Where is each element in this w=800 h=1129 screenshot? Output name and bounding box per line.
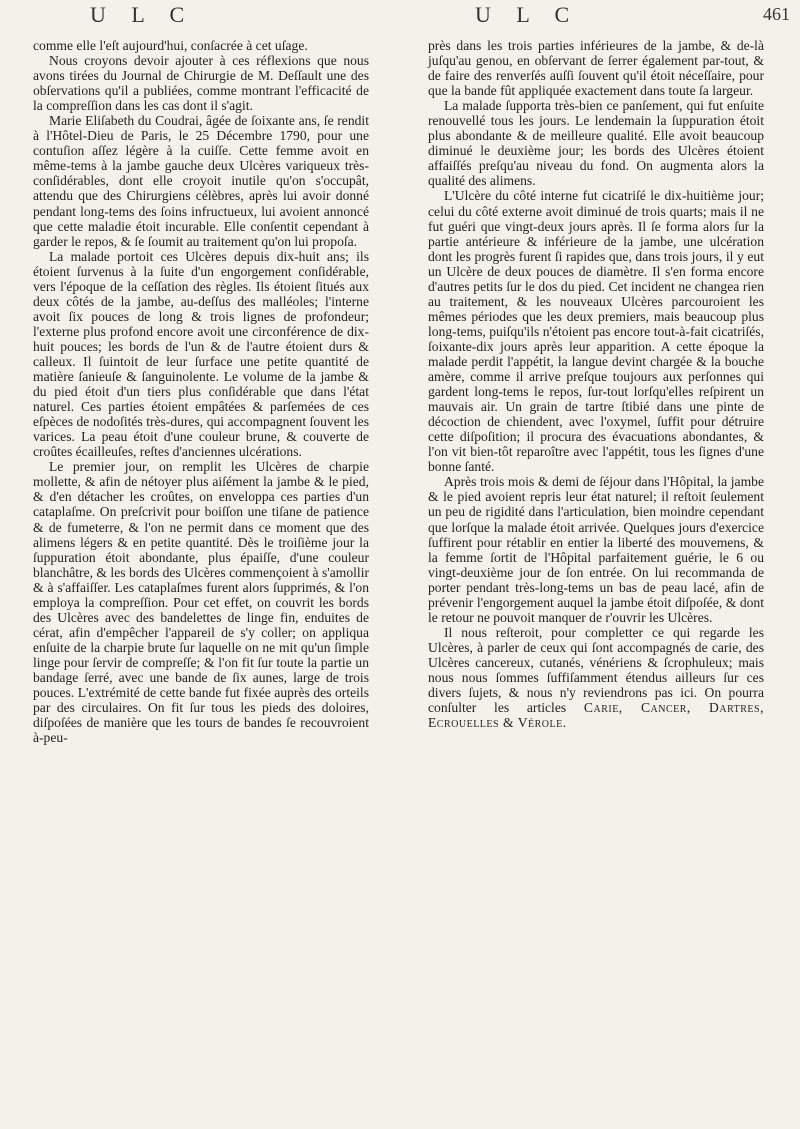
- running-head-right: U L C: [475, 2, 580, 27]
- paragraph: La malade portoit ces Ulcères depuis dix-huit ans; ils étoient ſurvenus à la ſuite d'un engorgement conſidérable, vers l'époque de la ceſſation des règles. Ils étoient ſitués aux deux côtés de la jambe, au-deſſus des malléoles; l'interne avoit ſix pouces de long & trois lignes de profondeur; l'externe plus profond encore avoit une circonférence de dix-huit pouces; les bords de l'un & de l'autre étoient durs & calleux. Il ſuintoit de leur ſurface une petite quantité de matière ſanieuſe & ſanguinolente. Le volume de la jambe & du pied étoit d'un tiers plus conſidérable que dans l'état naturel. Ces parties étoient empâtées & parſemées de ces eſpèces de nodoſités très-dures, qui accompagnent ſouvent les varices. La peau étoit d'une couleur brune, & couverte de croûtes écailleuſes, reſtes d'anciennes ulcérations.: [33, 248, 369, 460]
- paragraph: comme elle l'eſt aujourd'hui, conſacrée à cet uſage.: [33, 38, 308, 53]
- paragraph: Après trois mois & demi de ſéjour dans l'Hôpital, la jambe & le pied avoient repris leur état naturel; il reſtoit ſeulement un peu de rigidité dans l'articulation, bien moindre cependant que lorſque la malade étoit arrivée. Quelques jours d'exercice ſuffirent pour rétablir en entier la liberté des mouvemens, & la femme ſortit de l'Hôpital parfaitement guérie, le 6 ou vingt-deuxième jour de ſon entrée. On lui recommanda de porter pendant très-long-tems un bas de peau lacé, afin de prévenir l'engorgement auquel la jambe étoit diſpoſée, & dont le retour ne pouvoit manquer de r'ouvrir les Ulcères.: [428, 474, 764, 625]
- paragraph: Marie Eliſabeth du Coudrai, âgée de ſoixante ans, ſe rendit à l'Hôtel-Dieu de Paris, le 25 Décembre 1790, pour une contuſion aſſez légère à la cuiſſe. Cette femme avoit en même-tems à la jambe gauche deux Ulcères variqueux très-conſidérables, dont elle croyoit inutile qu'on s'occupât, attendu que des Chirurgiens célèbres, après lui avoir donné pendant long-tems des ſoins infructueux, lui avoient annoncé que cette maladie étoit incurable. Elle conſentit cependant à garder le repos, & ſe ſoumit au traitement qu'on lui propoſa.: [33, 113, 369, 249]
- paragraph: Nous croyons devoir ajouter à ces réflexions que nous avons tirées du Journal de Chirurgie de M. Deſſault une des obſervations qu'il a publiées, comme montrant l'efficacité de la compreſſion dans les cas dont il s'agit.: [33, 53, 369, 114]
- page-number: 461: [763, 4, 790, 24]
- paragraph-final: [428, 625, 764, 730]
- running-head-left: U L C: [90, 2, 195, 27]
- paragraph: La malade ſupporta très-bien ce panſement, qui fut enſuite renouvellé tous les jours. Le lendemain la ſuppuration étoit plus abondante & de meilleure qualité. Elle avoit beaucoup diminué le deuxième jour; les bords des Ulcères étoient affaiſſés preſqu'au niveau du fond. On augmenta alors la qualité des alimens.: [428, 98, 764, 189]
- paragraph: Le premier jour, on remplit les Ulcères de charpie mollette, & afin de nétoyer plus aiſément la jambe & le pied, & d'en détacher les croûtes, on enveloppa ces parties d'un cataplaſme. On preſcrivit pour boiſſon une tiſane de patience & de fumeterre, & l'on ne permit dans ce moment que des alimens légers & en petite quantité. Dès le troiſième jour la ſuppuration étoit abondante, plus épaiſſe, d'une couleur blanchâtre, & les bords des Ulcères commençoient à s'amollir & à s'affaiſſer. Les cataplaſmes furent alors ſupprimés, & l'on employa la compreſſion. Pour cet effet, on couvrit les bords des Ulcères avec des bandelettes de linge fin, enduites de cérat, afin d'empêcher l'appareil de s'y coller; on appliqua enſuite de la charpie brute ſur laquelle on ne mit qu'un ſimple linge pour ſervir de compreſſe; & l'on fit ſur toute la partie un bandage ſerré, avec une bande de ſix aunes, large de trois pouces. L'extrémité de cette bande fut fixée auprès des orteils par des circulaires. On fit ſur tous les pieds des doloires, diſpoſées de manière que les tours de bandes ſe recouvroient à-peu-: [33, 459, 369, 746]
- right-column: [428, 38, 764, 730]
- paragraph: L'Ulcère du côté interne fut cicatriſé le dix-huitième jour; celui du côté externe avoit diminué de trois quarts; mais il ne fut guéri que vingt-deux jours après. Il ſe forma alors ſur la partie antérieure & inférieure de la jambe, une ulcération dont les progrès furent ſi rapides que, dans trois jours, il y eut un Ulcère de deux pouces de diamètre. Il s'en forma encore d'autres petits ſur le dos du pied. Cet incident ne changea rien au traitement, & les nouveaux Ulcères parcouroient les mêmes périodes que les deux premiers, mais beaucoup plus long-tems, puiſqu'ils n'étoient pas encore tout-à-fait cicatriſés, ſoixante-dix jours après leur apparition. A cette époque la malade perdit l'appétit, la langue devint chargée & la bouche amère, comme il arrive preſque toujours aux perſonnes qui gardent long-tems le repos, ſur-tout lorſqu'elles reſpirent un mauvais air. Un grain de tartre ſtibié dans une pinte de décoction de chiendent, avec l'oxymel, ſuffit pour détruire cette diſpoſition; il procura des évacuations abondantes, & l'on vit bien-tôt reparoître avec l'appétit, tous les ſignes d'une bonne ſanté.: [428, 188, 764, 475]
- paragraph-text: Il nous reſteroit, pour completter ce qui regarde les Ulcères, à parler de ceux qui ſont accompagnés de carie, des Ulcères cancereux, cutanés, vénériens & ſcrophuleux; mais nous nous ſommes ſuffiſamment étendus ailleurs ſur ces divers ſujets, & nous n'y reviendrons pas ici. On pourra conſulter les articles: [428, 624, 764, 716]
- paragraph: près dans les trois parties inférieures de la jambe, & de-là juſqu'au genou, en obſervant de ſerrer également par-tout, & de faire des renverſés auſſi ſouvent qu'il étoit néceſſaire, pour que la bande fût appliquée exactement dans toute ſa largeur.: [428, 38, 764, 99]
- left-column: [33, 38, 369, 745]
- cross-references: Carie, Cancer, Dartres, Ecrouelles & Vérole.: [428, 700, 764, 731]
